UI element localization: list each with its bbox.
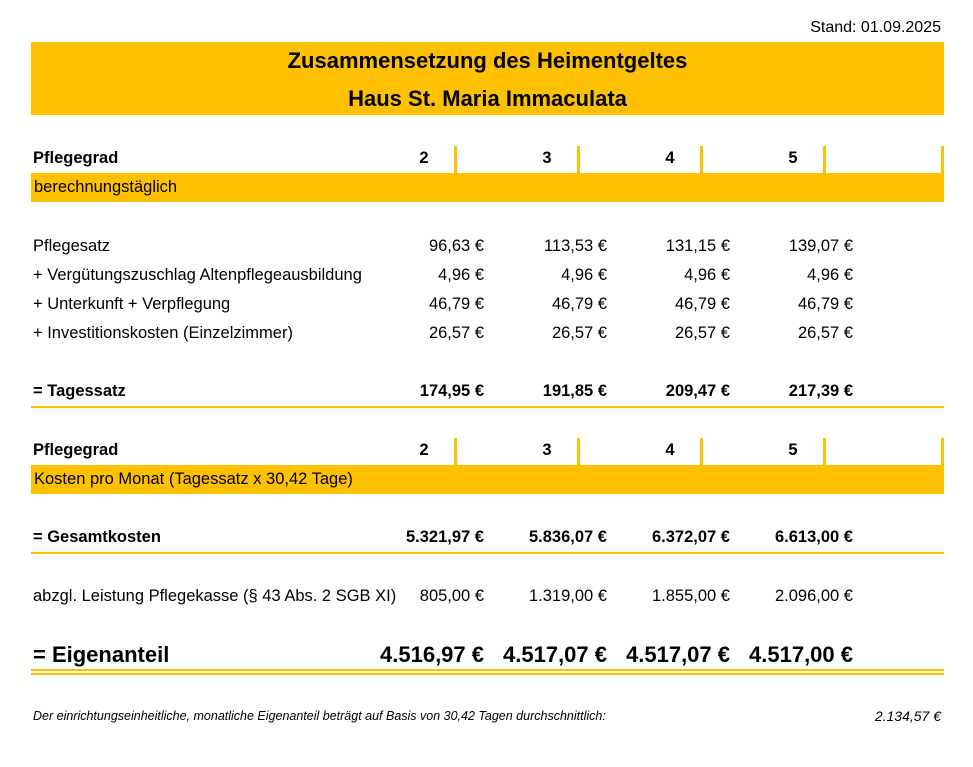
value-cell: 26,57 €	[797, 324, 853, 342]
value-cell: 5.836,07 €	[529, 528, 607, 546]
eigenanteil-label: = Eigenanteil	[33, 642, 170, 667]
value-cell: 131,15 €	[665, 237, 730, 255]
table-row	[31, 261, 944, 290]
gesamtkosten-label: = Gesamtkosten	[33, 528, 161, 546]
value-cell: 26,57 €	[428, 324, 484, 342]
stand-date: Stand: 01.09.2025	[810, 19, 941, 36]
tagessatz-row	[31, 377, 944, 406]
value-cell: 805,00 €	[419, 587, 484, 605]
value-cell: 4,96 €	[438, 266, 484, 284]
value-cell: 1.855,00 €	[652, 587, 730, 605]
value-cell: 217,39 €	[788, 382, 853, 400]
value-cell: 4.517,07 €	[503, 642, 607, 667]
row-label: Pflegesatz	[33, 237, 111, 255]
value-cell: 174,95 €	[419, 382, 484, 400]
pflegegrad-label: Pflegegrad	[33, 149, 119, 167]
tagessatz-label: = Tagessatz	[33, 382, 126, 400]
value-cell: 4.517,07 €	[626, 642, 730, 667]
value-cell: 46,79 €	[428, 295, 484, 313]
footnote-value: 2.134,57 €	[874, 708, 941, 724]
value-cell: 139,07 €	[788, 237, 853, 255]
grade-5: 5	[788, 149, 798, 167]
grade-4: 4	[665, 441, 675, 459]
value-cell: 4.516,97 €	[380, 642, 484, 667]
abzug-label: abzgl. Leistung Pflegekasse (§ 43 Abs. 2 SGB XI)	[33, 587, 397, 605]
value-cell: 4,96 €	[561, 266, 607, 284]
gesamtkosten-row	[31, 523, 944, 552]
value-cell: 191,85 €	[542, 382, 607, 400]
eigenanteil-underline-1	[31, 669, 944, 671]
value-cell: 4.517,00 €	[749, 642, 853, 667]
value-cell: 96,63 €	[428, 237, 484, 255]
value-cell: 4,96 €	[684, 266, 730, 284]
value-cell: 46,79 €	[674, 295, 730, 313]
value-cell: 6.613,00 €	[775, 528, 853, 546]
value-cell: 1.319,00 €	[529, 587, 607, 605]
grade-4: 4	[665, 149, 675, 167]
grade-5: 5	[788, 441, 798, 459]
value-cell: 2.096,00 €	[775, 587, 853, 605]
tagessatz-underline	[31, 406, 944, 408]
abzug-row	[31, 582, 944, 611]
value-cell: 6.372,07 €	[652, 528, 730, 546]
row-label: + Investitionskosten (Einzelzimmer)	[33, 324, 293, 342]
table-row	[31, 290, 944, 319]
section-daily-label: berechnungstäglich	[34, 178, 178, 196]
footnote: Der einrichtungseinheitliche, monatliche Eigenanteil beträgt auf Basis von 30,42 Tagen durchschnittlich:	[33, 709, 606, 723]
pflegegrad-header-2	[31, 436, 944, 465]
row-label: + Vergütungszuschlag Altenpflegeausbildung	[33, 266, 362, 284]
grade-3: 3	[542, 149, 552, 167]
row-label: + Unterkunft + Verpflegung	[33, 295, 231, 313]
section-monthly-label: Kosten pro Monat (Tagessatz x 30,42 Tage)	[34, 470, 353, 488]
pflegegrad-header-1	[31, 144, 944, 173]
eigenanteil-underline-2	[31, 673, 944, 675]
document-title: Zusammensetzung des Heimentgeltes	[287, 48, 688, 73]
section-monthly-band	[31, 465, 944, 494]
gesamtkosten-underline	[31, 552, 944, 554]
pflegegrad-label: Pflegegrad	[33, 441, 119, 459]
value-cell: 26,57 €	[674, 324, 730, 342]
value-cell: 46,79 €	[551, 295, 607, 313]
value-cell: 26,57 €	[551, 324, 607, 342]
table-row	[31, 319, 944, 348]
eigenanteil-row	[31, 638, 944, 672]
value-cell: 4,96 €	[807, 266, 853, 284]
value-cell: 209,47 €	[665, 382, 730, 400]
value-cell: 5.321,97 €	[406, 528, 484, 546]
grade-2: 2	[419, 441, 429, 459]
grade-3: 3	[542, 441, 552, 459]
table-row	[31, 232, 944, 261]
document-subtitle: Haus St. Maria Immaculata	[348, 86, 627, 111]
value-cell: 46,79 €	[797, 295, 853, 313]
value-cell: 113,53 €	[543, 237, 607, 255]
grade-2: 2	[419, 149, 429, 167]
section-daily-band	[31, 173, 944, 202]
